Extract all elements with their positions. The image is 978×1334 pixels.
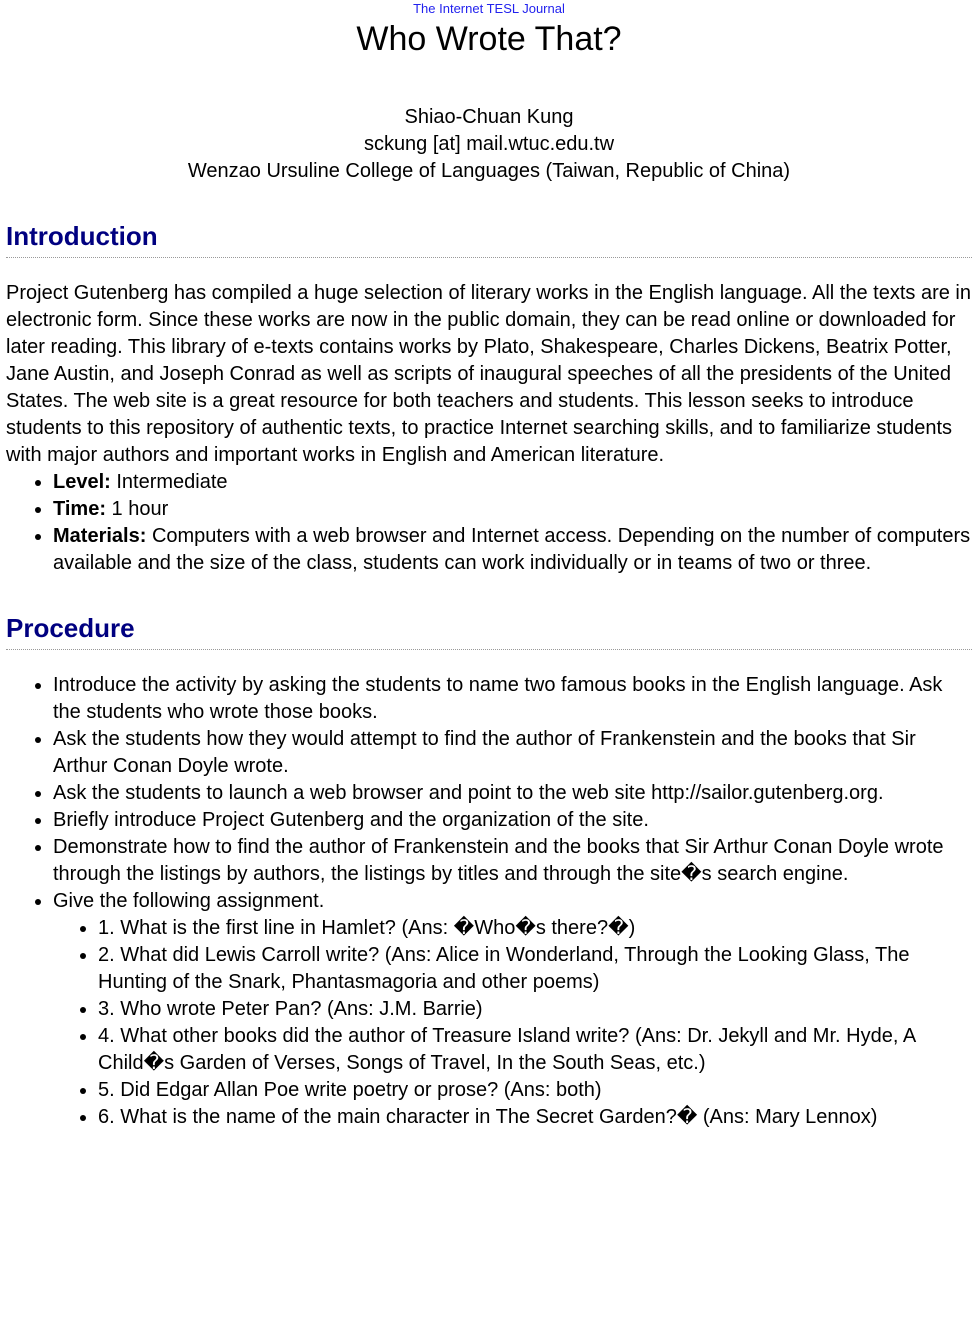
list-item: • Ask the students to launch a web browser and point to the web site http://sailor.gutenberg.org.	[53, 780, 972, 807]
list-item	[53, 496, 972, 523]
list-item: • Ask the students how they would attempt to find the author of Frankenstein and the books that Sir Arthur Conan Doyle wrote.	[53, 726, 972, 780]
list-item: • 6. What is the name of the main character in The Secret Garden?� (Ans: Mary Lennox)	[98, 1104, 972, 1131]
page-title: Who Wrote That?	[356, 20, 622, 58]
procedure-step-label: Give the following assignment.	[53, 890, 325, 912]
lesson-meta-list	[6, 469, 972, 577]
list-item: • 4. What other books did the author of Treasure Island write? (Ans: Dr. Jekyll and Mr. Hyde, A Child�s Garden of Verses, Songs of Travel, In the South Seas, etc.)	[98, 1023, 972, 1077]
meta-value-time: 1 hour	[111, 498, 169, 520]
byline-block	[6, 104, 972, 185]
author-email: sckung [at] mail.wtuc.edu.tw	[363, 133, 615, 155]
meta-value-level: Intermediate	[116, 471, 228, 493]
author-affiliation: Wenzao Ursuline College of Languages (Taiwan, Republic of China)	[187, 160, 791, 182]
list-item: • Demonstrate how to find the author of Frankenstein and the books that Sir Arthur Conan Doyle wrote through the listings by authors, the listings by titles and through the site�s search engine.	[53, 834, 972, 888]
journal-link-row	[6, 0, 972, 16]
journal-home-link[interactable]: The Internet TESL Journal	[413, 1, 565, 16]
introduction-paragraph: Project Gutenberg has compiled a huge selection of literary works in the English language. All the texts are in electronic form. Since these works are now in the public domain, they can be read online or downloaded for later reading. This library of e-texts contains works by Plato, Shakespeare, Charles Dickens, Beatrix Potter, Jane Austin, and Joseph Conrad as well as scripts of inaugural speeches of all the presidents of the United States. The web site is a great resource for both teachers and students. This lesson seeks to introduce students to this repository of authentic texts, to practice Internet searching skills, and to familiarize students with major authors and important works in English and American literature.	[6, 282, 971, 466]
meta-label-time: Time:	[53, 498, 106, 520]
spacer	[6, 650, 972, 672]
list-item: • Introduce the activity by asking the students to name two famous books in the English language. Ask the students who wrote those books.	[53, 672, 972, 726]
meta-label-level: Level:	[53, 471, 111, 493]
list-item: • 3. Who wrote Peter Pan? (Ans: J.M. Barrie)	[98, 996, 972, 1023]
list-item	[53, 523, 972, 577]
list-item: • 2. What did Lewis Carroll write? (Ans: Alice in Wonderland, Through the Looking Glass, The Hunting of the Snark, Phantasmagoria and other poems)	[98, 942, 972, 996]
section-heading-introduction: Introduction	[6, 221, 972, 258]
meta-value-materials: Computers with a web browser and Internet access. Depending on the number of computers available and the size of the class, students can work individually or in teams of two or three.	[53, 525, 971, 574]
assignment-question-list	[53, 915, 972, 1131]
section-heading-procedure: Procedure	[6, 613, 972, 650]
list-item: • Briefly introduce Project Gutenberg and the organization of the site.	[53, 807, 972, 834]
list-item: • 5. Did Edgar Allan Poe write poetry or prose? (Ans: both)	[98, 1077, 972, 1104]
list-item	[53, 469, 972, 496]
list-item: • 1. What is the first line in Hamlet? (Ans: �Who�s there?�)	[98, 915, 972, 942]
author-name: Shiao-Chuan Kung	[404, 106, 574, 128]
list-item	[53, 888, 972, 1131]
procedure-step-list	[6, 672, 972, 1131]
meta-label-materials: Materials:	[53, 525, 147, 547]
